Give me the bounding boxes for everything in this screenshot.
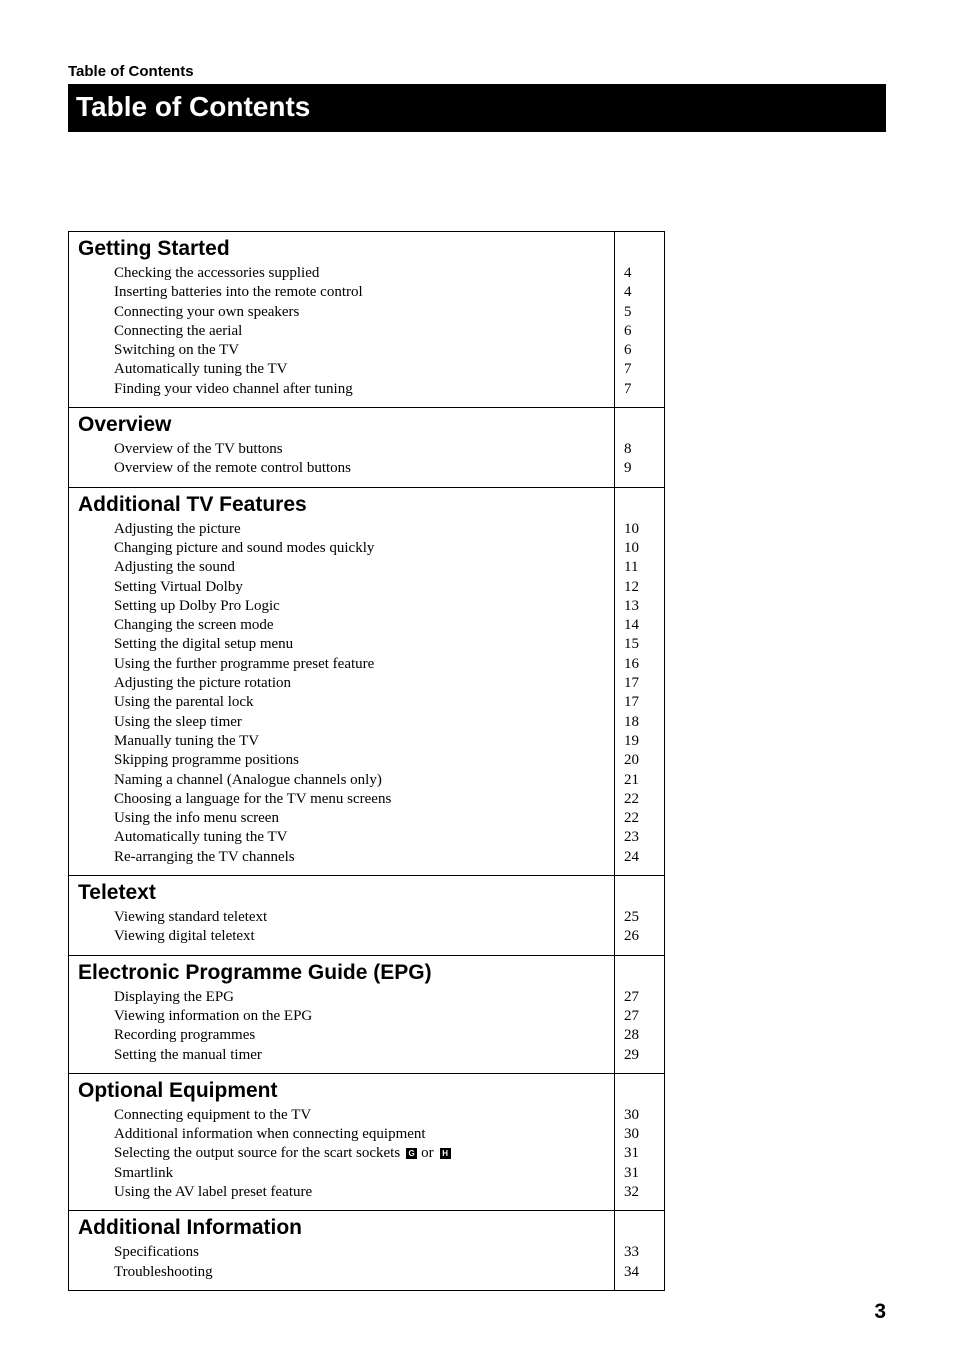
section-title: Overview [78, 413, 172, 437]
toc-entry-page[interactable]: 7 [624, 380, 632, 397]
toc-section [69, 1211, 665, 1291]
toc-section [69, 876, 665, 956]
toc-entry-label: Viewing standard teletext [114, 909, 268, 926]
toc-entry-label: Smartlink [114, 1164, 174, 1181]
section-entries-cell [69, 408, 615, 488]
toc-entry[interactable] [114, 790, 614, 809]
toc-entry[interactable] [114, 303, 614, 322]
section-entries-cell [69, 1211, 615, 1291]
toc-entry[interactable] [114, 674, 614, 693]
section-pages-cell [615, 876, 665, 956]
toc-entry[interactable] [114, 1007, 614, 1026]
toc-entry[interactable] [114, 809, 614, 828]
toc-entry-label: Manually tuning the TV [114, 732, 260, 749]
toc-entry-page[interactable]: 12 [624, 578, 639, 595]
toc-entry-page[interactable]: 15 [624, 636, 639, 653]
toc-entry[interactable] [114, 927, 614, 946]
toc-entry-label: Adjusting the sound [114, 559, 235, 576]
section-title: Optional Equipment [78, 1078, 278, 1102]
toc-entry-label: Overview of the remote control buttons [114, 460, 352, 477]
toc-entry-page[interactable]: 20 [624, 752, 639, 769]
toc-entry[interactable] [114, 908, 614, 927]
toc-entry[interactable] [114, 283, 614, 302]
toc-entry-page[interactable]: 4 [624, 284, 632, 301]
toc-entry-label: Recording programmes [114, 1027, 256, 1044]
section-entries-cell [69, 1073, 615, 1210]
toc-entry-label: Connecting your own speakers [114, 303, 300, 320]
page-number-list [615, 520, 664, 867]
toc-entry-label: Using the AV label preset feature [114, 1183, 313, 1200]
toc-entry-page[interactable]: 6 [624, 342, 632, 359]
toc-entry[interactable] [114, 848, 614, 867]
toc-entry-label: Using the parental lock [114, 694, 254, 711]
toc-entry-page[interactable]: 33 [624, 1244, 639, 1261]
section-entries-cell [69, 232, 615, 408]
toc-entry-label: Using the sleep timer [114, 713, 242, 730]
page-number-list [615, 264, 664, 399]
toc-entry-label: Viewing digital teletext [114, 928, 255, 945]
toc-entry[interactable] [114, 578, 614, 597]
toc-entry-label: Setting Virtual Dolby [114, 578, 243, 595]
toc-entry[interactable] [114, 732, 614, 751]
toc-entry-label: Choosing a language for the TV menu screens [114, 790, 392, 807]
toc-entry[interactable] [114, 520, 614, 539]
section-title: Teletext [78, 881, 156, 905]
scart-socket-h-icon: H [440, 1148, 451, 1159]
toc-entry-page[interactable]: 28 [624, 1027, 639, 1044]
toc-entry-label: Changing picture and sound modes quickly [114, 539, 375, 556]
toc-entry[interactable] [114, 751, 614, 770]
toc-entry-page[interactable]: 18 [624, 713, 639, 730]
toc-entry-label: Setting up Dolby Pro Logic [114, 597, 280, 614]
toc-body [69, 232, 665, 1291]
toc-entry-page[interactable]: 21 [624, 771, 639, 788]
toc-entry[interactable] [114, 1106, 614, 1125]
toc-entry-label: Connecting the aerial [114, 322, 243, 339]
toc-entry-page[interactable]: 24 [624, 848, 639, 865]
section-item-list [69, 1243, 614, 1282]
toc-entry-label: Automatically tuning the TV [114, 361, 288, 378]
toc-entry[interactable] [114, 988, 614, 1007]
toc-entry-page[interactable]: 23 [624, 829, 639, 846]
section-title: Additional TV Features [78, 492, 307, 516]
page-number-list [615, 988, 664, 1065]
toc-entry-page[interactable]: 32 [624, 1183, 639, 1200]
toc-entry[interactable] [114, 771, 614, 790]
running-head: Table of Contents [68, 63, 194, 80]
toc-entry-label: Overview of the TV buttons [114, 441, 283, 458]
page-number-list [615, 908, 664, 947]
section-entries-cell [69, 487, 615, 875]
toc-entry-label: Re-arranging the TV channels [114, 848, 295, 865]
toc-entry-page[interactable]: 22 [624, 790, 639, 807]
toc-entry-label: Checking the accessories supplied [114, 265, 320, 281]
toc-entry-label: Skipping programme positions [114, 752, 299, 769]
toc-entry-connector: or [421, 1145, 434, 1162]
section-pages-cell [615, 232, 665, 408]
toc-entry-label: Automatically tuning the TV [114, 829, 288, 846]
toc-entry[interactable] [114, 539, 614, 558]
toc-entry-label: Viewing information on the EPG [114, 1007, 313, 1024]
toc-entry-page[interactable]: 14 [624, 617, 639, 634]
section-title: Additional Information [78, 1216, 302, 1240]
toc-entry[interactable] [114, 264, 614, 283]
toc-entry-label: Naming a channel (Analogue channels only) [114, 771, 382, 788]
page-number: 3 [874, 1300, 886, 1323]
toc-entry[interactable] [114, 828, 614, 847]
toc-entry-label: Specifications [114, 1244, 199, 1261]
toc-entry-page[interactable]: 17 [624, 694, 639, 711]
toc-entry[interactable] [114, 1243, 614, 1262]
section-item-list [69, 1106, 614, 1202]
page-number-list [615, 440, 664, 479]
toc-entry[interactable] [114, 616, 614, 635]
section-title: Getting Started [78, 237, 230, 260]
toc-entry[interactable] [114, 655, 614, 674]
toc-entry-page[interactable]: 13 [624, 597, 639, 614]
page-number-list [615, 1243, 664, 1282]
toc-entry-page[interactable]: 8 [624, 441, 632, 458]
toc-entry-label: Using the info menu screen [114, 810, 279, 827]
section-pages-cell [615, 1073, 665, 1210]
section-item-list [69, 440, 614, 479]
scart-socket-g-icon: G [406, 1148, 417, 1159]
toc-entry-label: Troubleshooting [114, 1263, 213, 1280]
toc-entry-label: Finding your video channel after tuning [114, 380, 353, 397]
toc-entry[interactable] [114, 1046, 614, 1065]
section-entries-cell [69, 876, 615, 956]
toc-entry[interactable] [114, 1183, 614, 1202]
page-number-list [615, 1106, 664, 1202]
toc-entry-page[interactable]: 26 [624, 928, 639, 945]
toc-entry-page[interactable]: 6 [624, 322, 632, 339]
toc-entry[interactable] [114, 597, 614, 616]
toc-entry-page[interactable]: 5 [624, 303, 632, 320]
toc-entry-label: Adjusting the picture [114, 520, 241, 537]
toc-section [69, 408, 665, 488]
toc-entry-page[interactable]: 11 [624, 559, 639, 576]
toc-entry-label: Displaying the EPG [114, 988, 234, 1005]
toc-entry[interactable] [114, 693, 614, 712]
toc-entry[interactable] [114, 1263, 614, 1282]
section-item-list [69, 520, 614, 867]
section-item-list [69, 908, 614, 947]
section-pages-cell [615, 408, 665, 488]
toc-entry-label: Connecting equipment to the TV [114, 1106, 312, 1123]
section-item-list [69, 988, 614, 1065]
toc-entry-label: Switching on the TV [114, 342, 240, 359]
toc-entry-page[interactable]: 17 [624, 675, 639, 692]
toc-entry-label: Changing the screen mode [114, 617, 274, 634]
toc-entry-label: Additional information when connecting equipment [114, 1126, 426, 1143]
toc-entry[interactable] [114, 360, 614, 379]
section-pages-cell [615, 1211, 665, 1291]
toc-entry-page[interactable]: 10 [624, 520, 639, 537]
toc-entry-page[interactable]: 16 [624, 655, 639, 672]
toc-entry-page[interactable]: 34 [624, 1263, 639, 1280]
toc-entry-page[interactable]: 31 [624, 1145, 639, 1162]
toc-entry[interactable] [114, 341, 614, 360]
toc-entry[interactable] [114, 635, 614, 654]
toc-entry[interactable] [114, 380, 614, 399]
toc-entry-page[interactable]: 27 [624, 1007, 639, 1024]
toc-entry-page[interactable]: 25 [624, 909, 639, 926]
section-pages-cell [615, 955, 665, 1073]
toc-entry-label: Setting the manual timer [114, 1046, 262, 1063]
toc-entry-page[interactable]: 10 [624, 539, 639, 556]
toc-entry-label: Adjusting the picture rotation [114, 675, 292, 692]
toc-entry[interactable] [114, 1026, 614, 1045]
toc-section [69, 1073, 665, 1210]
toc-entry-page[interactable]: 4 [624, 265, 632, 281]
toc-entry-page[interactable]: 29 [624, 1046, 639, 1063]
page-title: Table of Contents [68, 84, 886, 132]
toc-entry-label: Using the further programme preset feature [114, 655, 375, 672]
toc-section [69, 955, 665, 1073]
section-entries-cell [69, 955, 615, 1073]
toc-section [69, 487, 665, 875]
toc-entry-page[interactable]: 31 [624, 1164, 639, 1181]
section-title: Electronic Programme Guide (EPG) [78, 960, 432, 984]
toc-entry[interactable] [114, 713, 614, 732]
toc-entry[interactable] [114, 459, 614, 478]
toc-entry[interactable] [114, 1144, 614, 1163]
section-item-list [69, 264, 614, 399]
toc-section [69, 232, 665, 408]
toc-entry[interactable] [114, 322, 614, 341]
toc-entry[interactable] [114, 1164, 614, 1183]
toc-entry[interactable] [114, 440, 614, 459]
toc-entry-page[interactable]: 30 [624, 1126, 639, 1143]
toc-entry-label: Inserting batteries into the remote control [114, 284, 363, 301]
toc-entry-page[interactable]: 7 [624, 361, 632, 378]
section-pages-cell [615, 487, 665, 875]
toc-entry[interactable] [114, 558, 614, 577]
toc-entry-page[interactable]: 9 [624, 460, 632, 477]
toc-entry-page[interactable]: 30 [624, 1106, 639, 1123]
toc-entry-page[interactable]: 27 [624, 988, 639, 1005]
toc-entry-page[interactable]: 22 [624, 810, 639, 827]
toc-entry-page[interactable]: 19 [624, 732, 639, 749]
toc-entry[interactable] [114, 1125, 614, 1144]
toc-entry-label: Setting the digital setup menu [114, 636, 294, 653]
toc-entry-label: Selecting the output source for the scart sockets [114, 1145, 401, 1162]
toc-table [68, 231, 665, 1291]
